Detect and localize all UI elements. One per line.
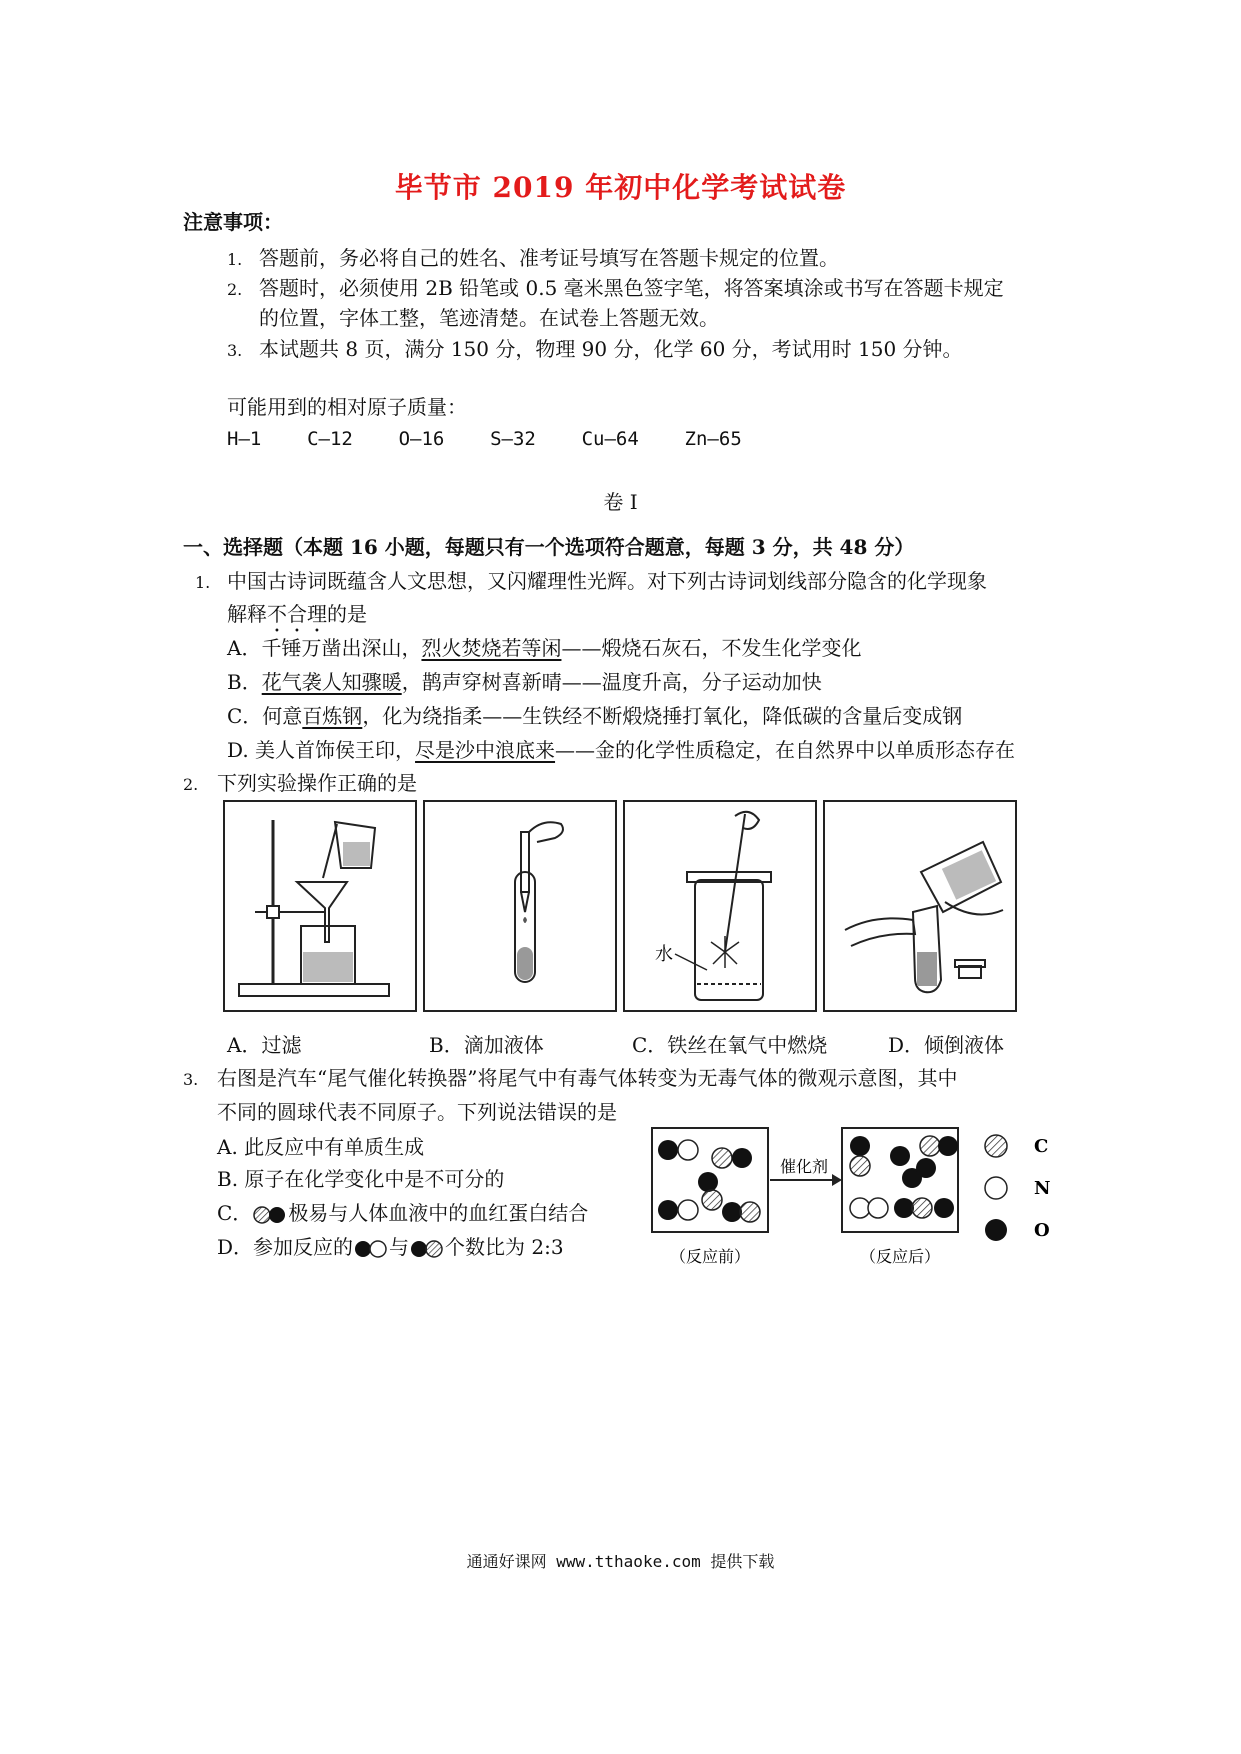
question-2-stem: 2. 下列实验操作正确的是 [183, 771, 417, 795]
option-b-caption: B．滴加液体 [429, 1033, 544, 1057]
atomic-mass-label: 可能用到的相对原子质量： [227, 395, 467, 419]
figure-filtration [223, 800, 417, 1012]
question-1-stem-cont: 解释不合理的是 [227, 602, 367, 626]
water-label: 水 [655, 944, 673, 965]
notes-heading: 注意事项： [183, 210, 283, 234]
note-item-3: 3. 本试题共 8 页，满分 150 分，物理 90 分，化学 60 分，考试用时 150 分钟。 [227, 337, 963, 361]
question-3-stem-cont: 不同的圆球代表不同原子。下列说法错误的是 [217, 1100, 617, 1124]
before-label: （反应前） [669, 1247, 751, 1266]
legend-c-icon [985, 1135, 1007, 1157]
page-footer: 通通好课网 www.tthaoke.com 提供下载 [466, 1552, 775, 1571]
legend-c-label: C [1034, 1136, 1049, 1157]
question-1-stem: 1. 中国古诗词既蕴含人文思想，又闪耀理性光辉。对下列古诗词划线部分隐含的化学现象 [195, 569, 987, 593]
page-title: 毕节市 2019 年初中化学考试试卷 [394, 171, 847, 204]
volume-label: 卷 Ⅰ [603, 490, 638, 514]
catalyst-label: 催化剂 [779, 1157, 829, 1176]
legend-o-label: O [1034, 1220, 1050, 1241]
question-1-option-b: B．花气袭人知骤暖，鹊声穿树喜新晴——温度升高，分子运动加快 [227, 670, 822, 694]
legend-n-icon [985, 1177, 1007, 1199]
no-molecule-icon [353, 1239, 389, 1259]
question-3-option-c: C． 极易与人体血液中的血红蛋白结合 [217, 1201, 589, 1225]
after-label: （反应后） [859, 1247, 941, 1266]
option-a-caption: A．过滤 [227, 1033, 302, 1057]
question-3-option-b: B. 原子在化学变化中是不可分的 [217, 1167, 505, 1191]
figure-dropper [423, 800, 617, 1012]
note-item-1: 1. 答题前，务必将自己的姓名、准考证号填写在答题卡规定的位置。 [227, 246, 839, 270]
section-heading: 一、选择题（本题 16 小题，每题只有一个选项符合题意，每题 3 分，共 48 分） [183, 535, 915, 559]
atomic-mass-values: H—1 C—12 O—16 S—32 Cu—64 Zn—65 [227, 428, 742, 450]
option-c-caption: C．铁丝在氧气中燃烧 [632, 1033, 828, 1057]
reaction-diagram [650, 1122, 1070, 1272]
co-molecule-icon [409, 1239, 445, 1259]
emphasis-not-reasonable: 不合理 [267, 602, 327, 626]
note-item-2-cont: 的位置，字体工整，笔迹清楚。在试卷上答题无效。 [259, 306, 719, 330]
question-3-stem: 3. 右图是汽车“尾气催化转换器”将尾气中有毒气体转变为无毒气体的微观示意图，其中 [183, 1066, 958, 1090]
option-d-caption: D．倾倒液体 [888, 1033, 1005, 1057]
question-1-option-d: D. 美人首饰侯王印，尽是沙中浪底来——金的化学性质稳定，在自然界中以单质形态存在 [227, 738, 1016, 762]
figure-iron-burning [623, 800, 817, 1012]
legend-n-label: N [1034, 1178, 1051, 1199]
figure-pouring [823, 800, 1017, 1012]
question-3-option-a: A. 此反应中有单质生成 [217, 1135, 425, 1159]
note-item-2: 2. 答题时，必须使用 2B 铅笔或 0.5 毫米黑色签字笔，将答案填涂或书写在答题卡规定 [227, 276, 1004, 300]
co-molecule-icon [252, 1205, 288, 1225]
question-1-option-c: C．何意百炼钢，化为绕指柔——生铁经不断煅烧捶打氧化，降低碳的含量后变成钢 [227, 704, 963, 728]
legend-o-icon [985, 1219, 1007, 1241]
question-1-option-a: A．千锤万凿出深山，烈火焚烧若等闲——煅烧石灰石，不发生化学变化 [227, 636, 862, 660]
question-3-option-d: D．参加反应的 与 个数比为 2:3 [217, 1235, 564, 1259]
